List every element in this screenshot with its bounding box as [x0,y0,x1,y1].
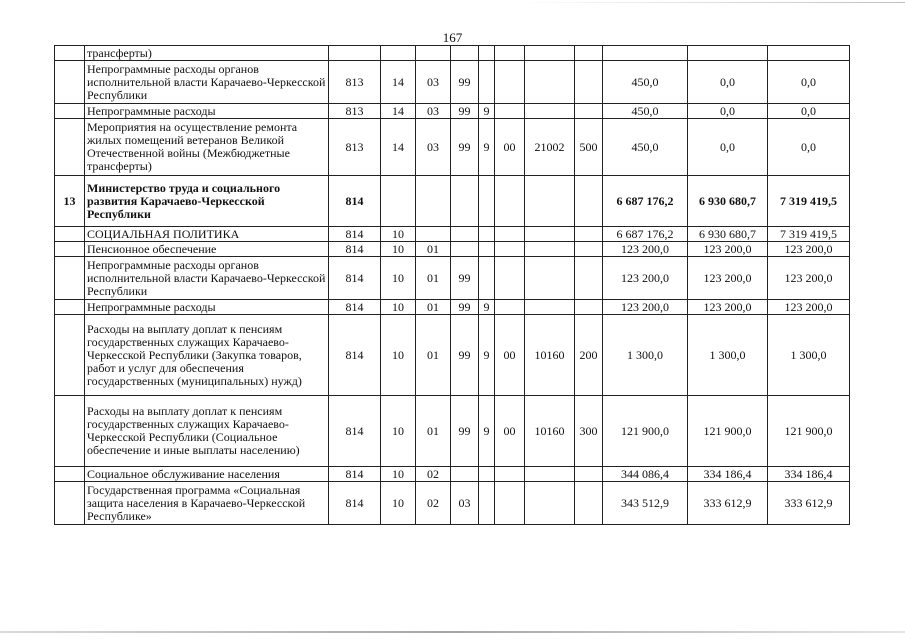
scan-edge-top [520,2,905,3]
amount-year-2: 121 900,0 [688,396,768,467]
section-code: 10 [381,482,416,525]
ministry-code: 814 [329,396,381,467]
table-row [55,61,850,104]
ministry-code: 814 [329,257,381,300]
subprogram-code [479,257,495,300]
ministry-code: 814 [329,300,381,315]
table-body [55,46,850,525]
table-row [55,467,850,482]
row-number [55,61,85,104]
expense-item-code [525,242,575,257]
table-row [55,257,850,300]
subprogram-code: 9 [479,396,495,467]
subprogram-code: 9 [479,315,495,396]
row-number [55,396,85,467]
ministry-code: 813 [329,61,381,104]
program-code: 99 [451,104,479,119]
expense-item-code [525,467,575,482]
ministry-code: 814 [329,227,381,242]
subsection-code [416,176,451,227]
expense-type-code: 200 [575,315,603,396]
amount-year-1: 1 300,0 [603,315,688,396]
row-number [55,300,85,315]
program-code [451,227,479,242]
program-code [451,176,479,227]
ministry-code: 814 [329,176,381,227]
program-code [451,467,479,482]
direction-code [495,257,525,300]
section-code [381,46,416,61]
expense-name: Мероприятия на осуществление ремонта жилых помещений ветеранов Великой Отечественной войны (Межбюджетные трансферты) [85,119,329,176]
expense-name: Министерство труда и социального развития Карачаево-Черкесской Республики [85,176,329,227]
program-code: 99 [451,315,479,396]
amount-year-1 [603,46,688,61]
expense-name: Расходы на выплату доплат к пенсиям государственных служащих Карачаево-Черкесской Республики (Социальное обеспечение и иные выплаты населению) [85,396,329,467]
expense-item-code: 21002 [525,119,575,176]
expense-type-code [575,46,603,61]
ministry-code: 814 [329,482,381,525]
direction-code: 00 [495,119,525,176]
subprogram-code: 9 [479,300,495,315]
program-code: 99 [451,61,479,104]
subprogram-code [479,176,495,227]
subsection-code: 01 [416,242,451,257]
table-row [55,227,850,242]
expense-type-code [575,467,603,482]
amount-year-1: 123 200,0 [603,242,688,257]
amount-year-2: 1 300,0 [688,315,768,396]
amount-year-1: 343 512,9 [603,482,688,525]
amount-year-2: 0,0 [688,119,768,176]
subprogram-code [479,467,495,482]
expense-item-code [525,257,575,300]
expense-item-code: 10160 [525,315,575,396]
subsection-code: 02 [416,467,451,482]
expense-type-code [575,300,603,315]
section-code: 10 [381,227,416,242]
row-number: 13 [55,176,85,227]
expense-item-code [525,227,575,242]
amount-year-1: 6 687 176,2 [603,176,688,227]
table-row [55,119,850,176]
section-code: 10 [381,467,416,482]
program-code: 99 [451,396,479,467]
table-row [55,104,850,119]
amount-year-3: 0,0 [768,61,850,104]
amount-year-1: 123 200,0 [603,257,688,300]
subprogram-code: 9 [479,119,495,176]
program-code: 99 [451,119,479,176]
subsection-code: 01 [416,315,451,396]
expense-name: Расходы на выплату доплат к пенсиям государственных служащих Карачаево-Черкесской Республики (Закупка товаров, работ и услуг для обеспечения государственных (муниципальных) нужд) [85,315,329,396]
expense-type-code [575,104,603,119]
amount-year-2: 123 200,0 [688,242,768,257]
section-code: 10 [381,396,416,467]
table-row [55,300,850,315]
ministry-code: 813 [329,119,381,176]
direction-code [495,46,525,61]
scan-edge-bottom [0,631,905,633]
row-number [55,467,85,482]
program-code [451,242,479,257]
amount-year-1: 450,0 [603,104,688,119]
subsection-code [416,46,451,61]
direction-code [495,482,525,525]
amount-year-1: 123 200,0 [603,300,688,315]
ministry-code: 813 [329,104,381,119]
section-code: 10 [381,257,416,300]
page-number: 167 [442,30,463,45]
expense-type-code [575,257,603,300]
expense-name: Пенсионное обеспечение [85,242,329,257]
amount-year-2: 0,0 [688,61,768,104]
amount-year-3: 121 900,0 [768,396,850,467]
section-code: 14 [381,61,416,104]
amount-year-3: 7 319 419,5 [768,176,850,227]
subprogram-code [479,61,495,104]
amount-year-3: 7 319 419,5 [768,227,850,242]
expense-type-code: 300 [575,396,603,467]
amount-year-3 [768,46,850,61]
direction-code [495,467,525,482]
expense-name: Государственная программа «Социальная защита населения в Карачаево-Черкесской Республике» [85,482,329,525]
table-row [55,315,850,396]
amount-year-1: 344 086,4 [603,467,688,482]
subprogram-code [479,242,495,257]
budget-table [54,45,850,525]
amount-year-1: 450,0 [603,119,688,176]
ministry-code: 814 [329,315,381,396]
subsection-code [416,227,451,242]
amount-year-2: 123 200,0 [688,257,768,300]
row-number [55,104,85,119]
amount-year-1: 6 687 176,2 [603,227,688,242]
expense-item-code [525,300,575,315]
expense-name: Непрограммные расходы [85,300,329,315]
subprogram-code [479,482,495,525]
expense-name: Непрограммные расходы органов исполнительной власти Карачаево-Черкесской Республики [85,61,329,104]
section-code: 14 [381,119,416,176]
table-row [55,482,850,525]
direction-code [495,176,525,227]
amount-year-3: 123 200,0 [768,300,850,315]
amount-year-2: 333 612,9 [688,482,768,525]
expense-name: трансферты) [85,46,329,61]
subprogram-code: 9 [479,104,495,119]
expense-item-code [525,104,575,119]
subsection-code: 03 [416,61,451,104]
subprogram-code [479,227,495,242]
row-number [55,227,85,242]
direction-code [495,227,525,242]
direction-code [495,300,525,315]
subsection-code: 01 [416,300,451,315]
amount-year-3: 333 612,9 [768,482,850,525]
expense-item-code [525,176,575,227]
program-code [451,46,479,61]
amount-year-1: 121 900,0 [603,396,688,467]
table-row [55,176,850,227]
expense-name: Непрограммные расходы [85,104,329,119]
expense-type-code [575,242,603,257]
amount-year-2: 123 200,0 [688,300,768,315]
section-code: 14 [381,104,416,119]
direction-code [495,104,525,119]
amount-year-2: 6 930 680,7 [688,176,768,227]
expense-type-code [575,482,603,525]
section-code: 10 [381,242,416,257]
expense-item-code [525,46,575,61]
table-row [55,242,850,257]
subsection-code: 03 [416,119,451,176]
section-code [381,176,416,227]
amount-year-2: 334 186,4 [688,467,768,482]
expense-type-code [575,61,603,104]
amount-year-1: 450,0 [603,61,688,104]
expense-item-code [525,61,575,104]
expense-type-code: 500 [575,119,603,176]
amount-year-3: 334 186,4 [768,467,850,482]
expense-item-code [525,482,575,525]
expense-name: Социальное обслуживание населения [85,467,329,482]
amount-year-3: 1 300,0 [768,315,850,396]
expense-type-code [575,176,603,227]
row-number [55,257,85,300]
expense-type-code [575,227,603,242]
ministry-code: 814 [329,242,381,257]
amount-year-2: 6 930 680,7 [688,227,768,242]
section-code: 10 [381,315,416,396]
table-row [55,396,850,467]
program-code: 03 [451,482,479,525]
amount-year-3: 0,0 [768,119,850,176]
section-code: 10 [381,300,416,315]
expense-name: СОЦИАЛЬНАЯ ПОЛИТИКА [85,227,329,242]
program-code: 99 [451,257,479,300]
subsection-code: 01 [416,396,451,467]
direction-code [495,242,525,257]
row-number [55,242,85,257]
expense-item-code: 10160 [525,396,575,467]
amount-year-2 [688,46,768,61]
amount-year-3: 0,0 [768,104,850,119]
direction-code: 00 [495,315,525,396]
direction-code [495,61,525,104]
row-number [55,119,85,176]
subprogram-code [479,46,495,61]
expense-name: Непрограммные расходы органов исполнительной власти Карачаево-Черкесской Республики [85,257,329,300]
table-row [55,46,850,61]
row-number [55,315,85,396]
ministry-code [329,46,381,61]
program-code: 99 [451,300,479,315]
subsection-code: 03 [416,104,451,119]
row-number [55,482,85,525]
subsection-code: 02 [416,482,451,525]
row-number [55,46,85,61]
direction-code: 00 [495,396,525,467]
ministry-code: 814 [329,467,381,482]
amount-year-3: 123 200,0 [768,257,850,300]
amount-year-2: 0,0 [688,104,768,119]
amount-year-3: 123 200,0 [768,242,850,257]
subsection-code: 01 [416,257,451,300]
